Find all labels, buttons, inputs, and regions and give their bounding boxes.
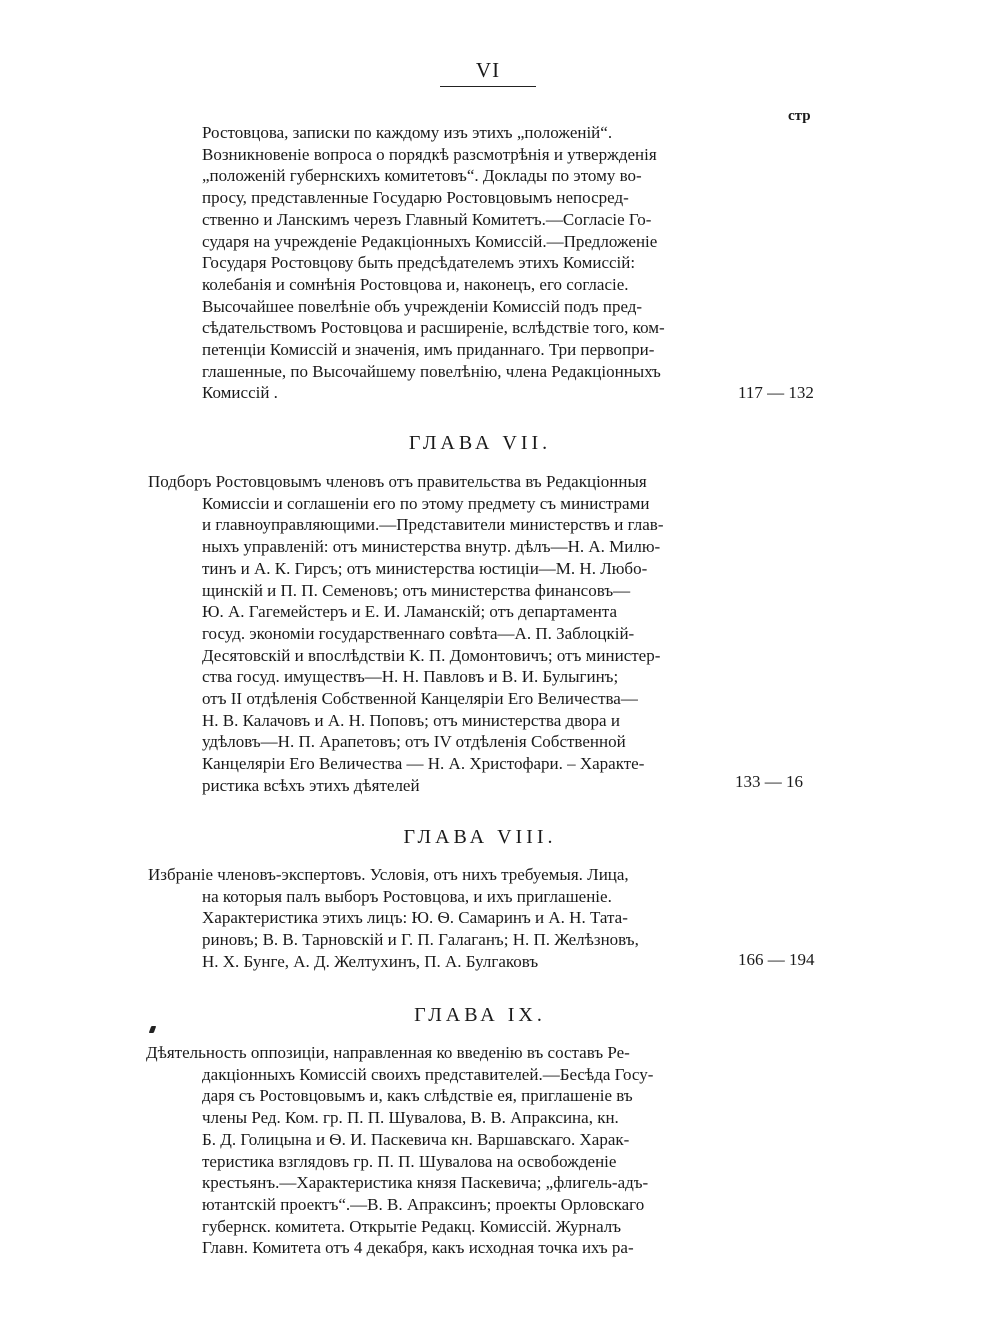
entry-line: Высочайшее повелѣніе объ учрежденіи Комиссій подъ пред- — [202, 296, 643, 316]
entry-line: Подборъ Ростовцовымъ членовъ отъ правительства въ Редакціонныя — [148, 472, 647, 491]
page-number: VI — [475, 58, 501, 82]
entry-line: сударя на учрежденіе Редакціонныхъ Комиссій.—Предложеніе — [202, 231, 658, 251]
entry-line: Комиссіи и соглашеніи его по этому предмету съ министрами — [202, 493, 650, 513]
entry-line: глашенные, по Высочайшему повелѣнію, члена Редакціонныхъ — [202, 361, 661, 381]
entry-line: колебанія и сомнѣнія Ростовцова и, наконецъ, его согласіе. — [202, 274, 629, 294]
entry-line: дакціонныхъ Комиссій своихъ представителей.—Бесѣда Госу- — [202, 1064, 654, 1084]
entry-line: ютантскій проектъ“.—В. В. Апраксинъ; проекты Орловскаго — [202, 1194, 645, 1214]
entry-line: и главноуправляющими.—Представители министерствъ и глав- — [202, 515, 664, 535]
entry-line: Ю. А. Гагемейстеръ и Е. И. Ламанскій; отъ департамента — [202, 602, 618, 622]
entry-line: Характеристика этихъ лицъ: Ю. Ѳ. Самаринъ и А. Н. Тата- — [202, 908, 628, 928]
entry-line: удѣловъ—Н. П. Арапетовъ; отъ IV отдѣленія Собственной — [202, 732, 626, 752]
toc-entry — [202, 122, 718, 404]
entry-line: крестьянъ.—Характеристика князя Паскевича; „флигель-адъ- — [202, 1173, 649, 1193]
entry-line: Избраніе членовъ-экспертовъ. Условія, отъ нихъ требуемыя. Лица, — [148, 865, 629, 884]
entry-line: ства госуд. имуществъ—Н. Н. Павловъ и В. И. Булыгинъ; — [202, 667, 619, 687]
entry-line: Б. Д. Голицына и Ѳ. И. Паскевича кн. Варшавскаго. Харак- — [202, 1129, 630, 1149]
page-range: 166 — 194 — [738, 950, 815, 969]
toc-entry — [148, 864, 718, 973]
entry-line: тинъ и А. К. Гирсъ; отъ министерства юстиціи—М. Н. Любо- — [202, 558, 648, 578]
entry-line: Возникновеніе вопроса о порядкѣ разсмотрѣнія и утвержденія — [202, 144, 657, 164]
entry-line: Н. Х. Бунге, А. Д. Желтухинъ, П. А. Булгаковъ — [202, 951, 539, 971]
entry-line: Н. В. Калачовъ и А. Н. Поповъ; отъ министерства двора и — [202, 710, 620, 730]
entry-line: губернск. комитета. Открытіе Редакц. Комиссій. Журналъ — [202, 1216, 622, 1236]
entry-text — [148, 471, 718, 797]
entry-line: ственно и Ланскимъ черезъ Главный Комитетъ.—Согласіе Го- — [202, 209, 652, 229]
header-rule — [440, 86, 536, 87]
entry-line: Канцеляріи Его Величества — Н. А. Христофари. – Характе- — [202, 754, 645, 774]
entry-line: просу, представленные Государю Ростовцовымъ непосред- — [202, 188, 629, 208]
entry-text — [146, 1042, 718, 1259]
entry-line: теристика взглядовъ гр. П. П. Шувалова на освобожденіе — [202, 1151, 617, 1171]
entry-line: ныхъ управленій: отъ министерства внутр. дѣлъ—Н. А. Милю- — [202, 537, 661, 557]
entry-text — [202, 122, 718, 404]
entry-line: даря съ Ростовцовымъ и, какъ слѣдствіе ея, приглашеніе въ — [202, 1086, 633, 1106]
entry-line: сѣдательствомъ Ростовцова и расширеніе, вслѣдствіе того, ком- — [202, 318, 665, 338]
entry-line: „положеній губернскихъ комитетовъ“. Доклады по этому во- — [202, 166, 642, 186]
entry-line: риновъ; В. В. Тарновскій и Г. П. Галаганъ; Н. П. Желѣзновъ, — [202, 930, 639, 950]
toc-entry — [146, 1042, 718, 1259]
entry-line: отъ II отдѣленія Собственной Канцеляріи Его Величества— — [202, 689, 638, 709]
entry-line: ристика всѣхъ этихъ дѣятелей — [202, 775, 420, 795]
chapter-heading: ГЛАВА IX. — [414, 1004, 546, 1026]
page-range: 133 — 16 — [735, 772, 803, 791]
page-range: 117 — 132 — [738, 383, 814, 402]
entry-line: Комиссій . — [202, 383, 278, 403]
entry-line: Дѣятельность оппозиціи, направленная ко введенію въ составъ Ре- — [146, 1043, 630, 1062]
entry-line: Главн. Комитета отъ 4 декабря, какъ исходная точка ихъ ра- — [202, 1238, 634, 1258]
chapter-heading: ГЛАВА VIII. — [403, 826, 557, 848]
ink-mark — [149, 1026, 157, 1033]
entry-line: Десятовскій и впослѣдствіи К. П. Домонтовичъ; отъ министер- — [202, 645, 661, 665]
entry-text — [148, 864, 718, 973]
entry-line: члены Ред. Ком. гр. П. П. Шувалова, В. В. Апраксина, кн. — [202, 1108, 619, 1128]
entry-line: госуд. экономіи государственнаго совѣта—А. П. Заблоцкій- — [202, 623, 635, 643]
entry-line: петенціи Комиссій и значенія, имъ приданнаго. Три первопри- — [202, 340, 655, 360]
toc-entry — [148, 471, 718, 797]
entry-line: Ростовцова, записки по каждому изъ этихъ „положеній“. — [202, 123, 613, 142]
chapter-heading: ГЛАВА VII. — [408, 432, 552, 454]
entry-line: Государя Ростовцову быть предсѣдателемъ этихъ Комиссій: — [202, 253, 636, 273]
entry-line: щинскій и П. П. Семеновъ; отъ министерства финансовъ— — [202, 580, 631, 600]
page-column-label: стр — [788, 108, 811, 124]
entry-line: на которыя палъ выборъ Ростовцова, и ихъ приглашеніе. — [202, 886, 612, 906]
